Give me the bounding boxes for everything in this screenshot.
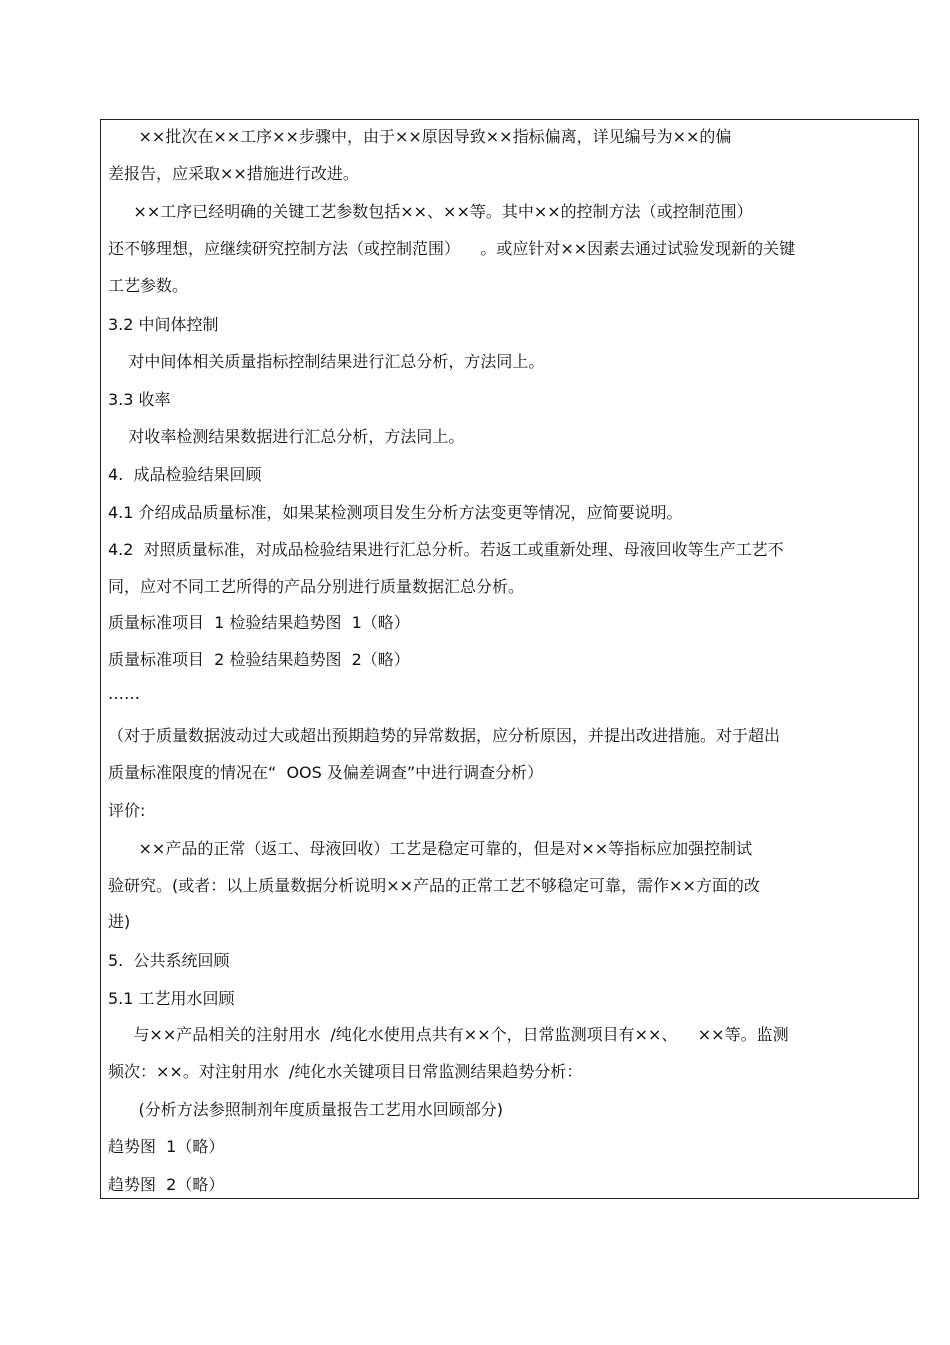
text-line: （对于质量数据波动过大或超出预期趋势的异常数据，应分析原因，并提出改进措施。对于超出 (108, 726, 781, 745)
section-heading: 3.2 中间体控制 (108, 315, 219, 334)
text-line: 质量标准项目 1 检验结果趋势图 1（略） (108, 613, 410, 632)
text-line: 差报告，应采取××措施进行改进。 (108, 164, 359, 183)
text-line: 4.2 对照质量标准，对成品检验结果进行汇总分析。若返工或重新处理、母液回收等生产工艺不 (108, 540, 784, 559)
text-line: ××产品的正常（返工、母液回收）工艺是稳定可靠的，但是对××等指标应加强控制试 (108, 839, 753, 858)
text-line: 工艺参数。 (108, 276, 189, 295)
section-heading: 3.3 收率 (108, 390, 171, 409)
text-line: 与××产品相关的注射用水 /纯化水使用点共有××个，日常监测项目有××、 ××等。监测 (108, 1025, 789, 1044)
text-line: ××批次在××工序××步骤中，由于××原因导致××指标偏离，详见编号为××的偏 (108, 127, 732, 146)
text-line: 趋势图 1（略） (108, 1137, 225, 1156)
text-line: 质量标准项目 2 检验结果趋势图 2（略） (108, 650, 410, 669)
section-heading: 5.1 工艺用水回顾 (108, 989, 235, 1008)
text-line: ××工序已经明确的关键工艺参数包括××、××等。其中××的控制方法（或控制范围） (108, 202, 753, 221)
text-line: 趋势图 2（略） (108, 1175, 225, 1194)
section-heading: 5. 公共系统回顾 (108, 951, 230, 970)
text-line: (分析方法参照制剂年度质量报告工艺用水回顾部分) (108, 1100, 504, 1119)
text-line: 验研究。(或者：以上质量数据分析说明××产品的正常工艺不够稳定可靠，需作××方面的改 (108, 876, 760, 895)
section-heading: 4. 成品检验结果回顾 (108, 465, 262, 484)
text-line: 频次：××。对注射用水 /纯化水关键项目日常监测结果趋势分析： (108, 1062, 583, 1081)
text-line: 同，应对不同工艺所得的产品分别进行质量数据汇总分析。 (108, 577, 525, 596)
text-line: 4.1 介绍成品质量标准，如果某检测项目发生分析方法变更等情况，应简要说明。 (108, 503, 683, 522)
text-line: 还不够理想，应继续研究控制方法（或控制范围） 。或应针对××因素去通过试验发现新的关键 (108, 239, 796, 258)
text-line: 对中间体相关质量指标控制结果进行汇总分析，方法同上。 (108, 352, 545, 371)
text-line: 对收率检测结果数据进行汇总分析，方法同上。 (108, 427, 465, 446)
text-line: 进) (108, 912, 131, 931)
text-line: 质量标准限度的情况在“ OOS 及偏差调查”中进行调查分析） (108, 763, 544, 782)
ellipsis: …… (108, 684, 140, 703)
label-evaluation: 评价: (108, 801, 146, 820)
